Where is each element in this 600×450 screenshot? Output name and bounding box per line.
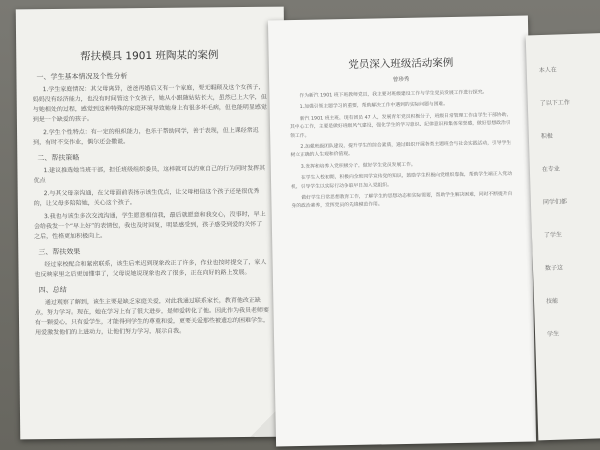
paragraph: 做好学生日常思想教育工作，了解学生的思想动态和实际需要，帮助学生解决困难，同时不断提升自身的政治素养，发挥党员的先锋模范作用。 [291, 191, 513, 210]
paragraph: 2.与其父母亲沟通，在父母面前表扬示该生优点，让父母相信这个孩子还是很优秀的，让父母多陪陪她，关心这个孩子。 [33, 187, 260, 208]
paragraph: 新汽 1901 班主班，现有团员 47 人，发展青年党员积极分子，班级日常管理工作由学生干部协助，其中心工作，主要是做好班级风气建设，强化学生的学习意识、纪律意识和集体荣誉感，做好思想政治引领工作。 [289, 112, 512, 139]
paragraph: 3.发挥和培养入党积极分子，做好学生党员发展工作。 [300, 162, 416, 170]
middle-document-page [268, 16, 536, 447]
text-fragment: 数子这 [544, 264, 564, 273]
text-fragment: 了学生 [543, 231, 563, 240]
paragraph: 2.学生个性特点：有一定的组织能力，也乐于帮助同学，善于表现，但上课经常迟到，有时不交作业，偶尔还会撒谎。 [33, 126, 259, 147]
left-document-page [16, 7, 288, 440]
section-heading: 四、总结 [38, 285, 67, 295]
paragraph: 2.加强班级团队建设，提升学生的综合素质，通过组织开展各类主题班会与社会实践活动，引导学生树立正确的人生观和价值观。 [290, 140, 512, 159]
right-document-body [539, 63, 600, 340]
left-document-title: 帮扶模具 1901 班陶某的案例 [79, 49, 219, 63]
middle-document-author: 曾珍秀 [392, 76, 410, 84]
paragraph: 3.我也与该生多次交流沟通，学生愿意相信我，最后就愿意和我交心，没事时，早上会给我发一个“早上好”的表情包，我也及时回复，明显感受到，孩子感受到爱的关怀了之后，性格更加积极向上。 [33, 210, 266, 241]
paragraph: 经过家校配合和紧密联系，该生后来迟到现象改正了许多，作业也按时提交了，家人也反映家里之后更加懂事了，父母说她说现象也改了很多，正在向好的路上发展。 [34, 258, 267, 279]
text-fragment: 积极 [540, 132, 553, 141]
text-fragment: 在专业 [541, 165, 560, 174]
paragraph: 在学生入校初期，积极向全班同学宣传党的知识，鼓励学生积极向党组织靠拢，帮助学生端正入党动机，引导学生以实际行动争取早日加入党组织。 [291, 172, 513, 190]
text-fragment: 了以下工作 [539, 99, 570, 108]
text-fragment: 学生 [546, 330, 560, 338]
paragraph: 作为新汽 1901 班下班教师党员，我主要对班级建设工作与学生党员发展工作进行探究。 [299, 90, 488, 99]
text-fragment: 同学们都 [542, 198, 568, 207]
middle-document-body [289, 89, 515, 212]
paragraph: 1.加强引领主题学习的重要，帮助解决工作中遇到的实际问题与困难。 [299, 102, 449, 111]
text-fragment: 本人在 [538, 66, 557, 75]
right-document-page [526, 33, 600, 441]
section-heading: 二、帮扶策略 [37, 153, 80, 163]
paragraph: 1.建议推选她当班干部，担任班级组织委员，这样就可以约束自己的行为同时发挥其优点 [33, 164, 266, 185]
paragraph: 通过观察了解到，该生主要是缺乏家庭关爱，对此我通过联系家长，教育他改正缺点，努力学习。现在，她在学习上有了很大进步，是师爱转化了他。因此作为我员老师要有一颗爱心，只有爱学生，才能得到学生的尊重和爱，更要关爱那些被遗忘的困难学生，用爱激发他们的上进动力，让他们努力学习，展示自我。 [34, 296, 270, 337]
left-document-body [32, 70, 269, 338]
paragraph: 1.学生家庭情况：其父母离异，爸爸再婚后又有一个家庭，要无暇顾及这个女孩子，妈妈没有经济能力，也没有时间管这个女孩子，她从小跟随姑姑长大，虽然已上大学，但与她相处的过程，感觉到这种特殊的家庭环境导致她身上有很多坏毛病，但也能明显感觉到是一个缺爱的孩子。 [32, 83, 267, 124]
section-heading: 三、帮扶效果 [38, 247, 81, 257]
text-fragment: 技能 [545, 297, 559, 306]
middle-document-title: 党员深入班级活动案例 [348, 56, 454, 71]
section-heading: 一、学生基本情况及个性分析 [36, 72, 128, 82]
